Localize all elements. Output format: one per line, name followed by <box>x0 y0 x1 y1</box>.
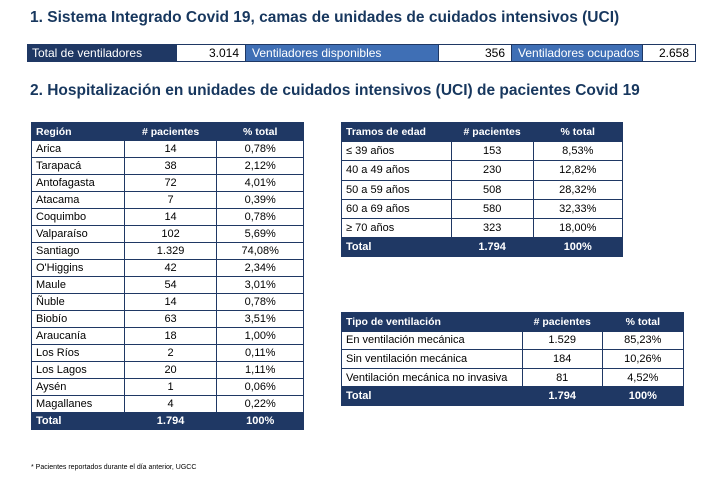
row-label: Los Ríos <box>32 345 125 362</box>
table-row <box>342 161 623 180</box>
table-row <box>342 142 623 161</box>
total-label: Total <box>342 238 452 257</box>
row-patients: 4 <box>124 396 217 413</box>
column-header: Región <box>32 123 125 141</box>
column-header: % total <box>533 123 622 142</box>
row-patients: 38 <box>124 158 217 175</box>
table-row <box>32 396 304 413</box>
row-label: En ventilación mecánica <box>342 331 523 350</box>
row-patients: 14 <box>124 141 217 158</box>
table-row <box>32 362 304 379</box>
table-header-row <box>342 313 684 332</box>
row-patients: 1.329 <box>124 243 217 260</box>
available-ventilators-value: 356 <box>438 45 512 61</box>
total-label: Total <box>32 413 125 430</box>
total-ventilators-label: Total de ventiladores <box>28 45 176 61</box>
row-label: 50 a 59 años <box>342 180 452 199</box>
table-total-row <box>32 413 304 430</box>
row-percent: 74,08% <box>217 243 304 260</box>
row-percent: 5,69% <box>217 226 304 243</box>
section-2-title: 2. Hospitalización en unidades de cuidados intensivos (UCI) de pacientes Covid 19 <box>30 82 640 99</box>
total-percent: 100% <box>217 413 304 430</box>
footnote: * Pacientes reportados durante el día anterior, UGCC <box>31 464 197 471</box>
table-row <box>32 294 304 311</box>
row-label: Sin ventilación mecánica <box>342 350 523 369</box>
row-patients: 2 <box>124 345 217 362</box>
occupied-ventilators-value: 2.658 <box>642 45 695 61</box>
total-patients: 1.794 <box>451 238 533 257</box>
row-percent: 2,34% <box>217 260 304 277</box>
age-table <box>341 122 623 257</box>
row-label: O'Higgins <box>32 260 125 277</box>
column-header: # pacientes <box>124 123 217 141</box>
row-percent: 85,23% <box>602 331 683 350</box>
row-patients: 184 <box>522 350 602 369</box>
table-row <box>342 180 623 199</box>
row-patients: 1 <box>124 379 217 396</box>
column-header: Tramos de edad <box>342 123 452 142</box>
table-row <box>32 345 304 362</box>
row-label: ≤ 39 años <box>342 142 452 161</box>
column-header: # pacientes <box>451 123 533 142</box>
ventilation-table <box>341 312 684 406</box>
row-percent: 8,53% <box>533 142 622 161</box>
row-percent: 10,26% <box>602 350 683 369</box>
table-row <box>32 328 304 345</box>
column-header: # pacientes <box>522 313 602 332</box>
row-patients: 20 <box>124 362 217 379</box>
row-patients: 18 <box>124 328 217 345</box>
row-percent: 28,32% <box>533 180 622 199</box>
row-label: Magallanes <box>32 396 125 413</box>
table-total-row <box>342 238 623 257</box>
table-row <box>32 175 304 192</box>
row-label: Valparaíso <box>32 226 125 243</box>
row-patients: 230 <box>451 161 533 180</box>
table-row <box>32 192 304 209</box>
row-percent: 3,01% <box>217 277 304 294</box>
total-ventilators-value: 3.014 <box>176 45 246 61</box>
row-label: Atacama <box>32 192 125 209</box>
row-label: Biobío <box>32 311 125 328</box>
available-ventilators-label: Ventiladores disponibles <box>246 45 438 61</box>
table-total-row <box>342 387 684 406</box>
table-row <box>32 311 304 328</box>
row-percent: 0,39% <box>217 192 304 209</box>
row-percent: 1,00% <box>217 328 304 345</box>
row-patients: 102 <box>124 226 217 243</box>
total-patients: 1.794 <box>124 413 217 430</box>
row-percent: 0,78% <box>217 141 304 158</box>
row-patients: 153 <box>451 142 533 161</box>
table-row <box>342 368 684 387</box>
row-label: Ventilación mecánica no invasiva <box>342 368 523 387</box>
table-row <box>32 277 304 294</box>
row-patients: 42 <box>124 260 217 277</box>
age-table-body <box>342 142 623 238</box>
row-percent: 0,22% <box>217 396 304 413</box>
section-1-title: 1. Sistema Integrado Covid 19, camas de unidades de cuidados intensivos (UCI) <box>30 9 620 26</box>
total-percent: 100% <box>533 238 622 257</box>
row-patients: 81 <box>522 368 602 387</box>
row-patients: 323 <box>451 218 533 237</box>
row-percent: 18,00% <box>533 218 622 237</box>
table-row <box>342 350 684 369</box>
row-percent: 0,06% <box>217 379 304 396</box>
total-label: Total <box>342 387 523 406</box>
table-row <box>342 218 623 237</box>
table-row <box>32 209 304 226</box>
row-label: Ñuble <box>32 294 125 311</box>
row-label: Arica <box>32 141 125 158</box>
ventilation-table-body <box>342 331 684 387</box>
row-percent: 0,11% <box>217 345 304 362</box>
table-row <box>32 243 304 260</box>
row-patients: 1.529 <box>522 331 602 350</box>
row-patients: 508 <box>451 180 533 199</box>
row-label: Santiago <box>32 243 125 260</box>
row-percent: 0,78% <box>217 209 304 226</box>
row-patients: 72 <box>124 175 217 192</box>
ventilator-summary-bar <box>27 44 696 62</box>
table-header-row <box>32 123 304 141</box>
row-percent: 12,82% <box>533 161 622 180</box>
table-row <box>342 199 623 218</box>
row-label: 60 a 69 años <box>342 199 452 218</box>
row-label: ≥ 70 años <box>342 218 452 237</box>
total-patients: 1.794 <box>522 387 602 406</box>
row-percent: 2,12% <box>217 158 304 175</box>
table-row <box>32 260 304 277</box>
region-table <box>31 122 304 430</box>
row-label: Antofagasta <box>32 175 125 192</box>
table-row <box>342 331 684 350</box>
table-row <box>32 141 304 158</box>
column-header: % total <box>217 123 304 141</box>
row-percent: 0,78% <box>217 294 304 311</box>
row-label: Aysén <box>32 379 125 396</box>
row-percent: 1,11% <box>217 362 304 379</box>
row-percent: 4,52% <box>602 368 683 387</box>
table-header-row <box>342 123 623 142</box>
column-header: Tipo de ventilación <box>342 313 523 332</box>
column-header: % total <box>602 313 683 332</box>
row-percent: 3,51% <box>217 311 304 328</box>
occupied-ventilators-label: Ventiladores ocupados <box>512 45 642 61</box>
row-percent: 4,01% <box>217 175 304 192</box>
row-patients: 63 <box>124 311 217 328</box>
row-label: 40 a 49 años <box>342 161 452 180</box>
row-label: Coquimbo <box>32 209 125 226</box>
region-table-body <box>32 141 304 413</box>
row-percent: 32,33% <box>533 199 622 218</box>
row-patients: 14 <box>124 209 217 226</box>
table-row <box>32 158 304 175</box>
row-label: Maule <box>32 277 125 294</box>
row-label: Los Lagos <box>32 362 125 379</box>
row-patients: 14 <box>124 294 217 311</box>
row-patients: 54 <box>124 277 217 294</box>
total-percent: 100% <box>602 387 683 406</box>
row-label: Araucanía <box>32 328 125 345</box>
row-label: Tarapacá <box>32 158 125 175</box>
table-row <box>32 226 304 243</box>
row-patients: 580 <box>451 199 533 218</box>
table-row <box>32 379 304 396</box>
row-patients: 7 <box>124 192 217 209</box>
